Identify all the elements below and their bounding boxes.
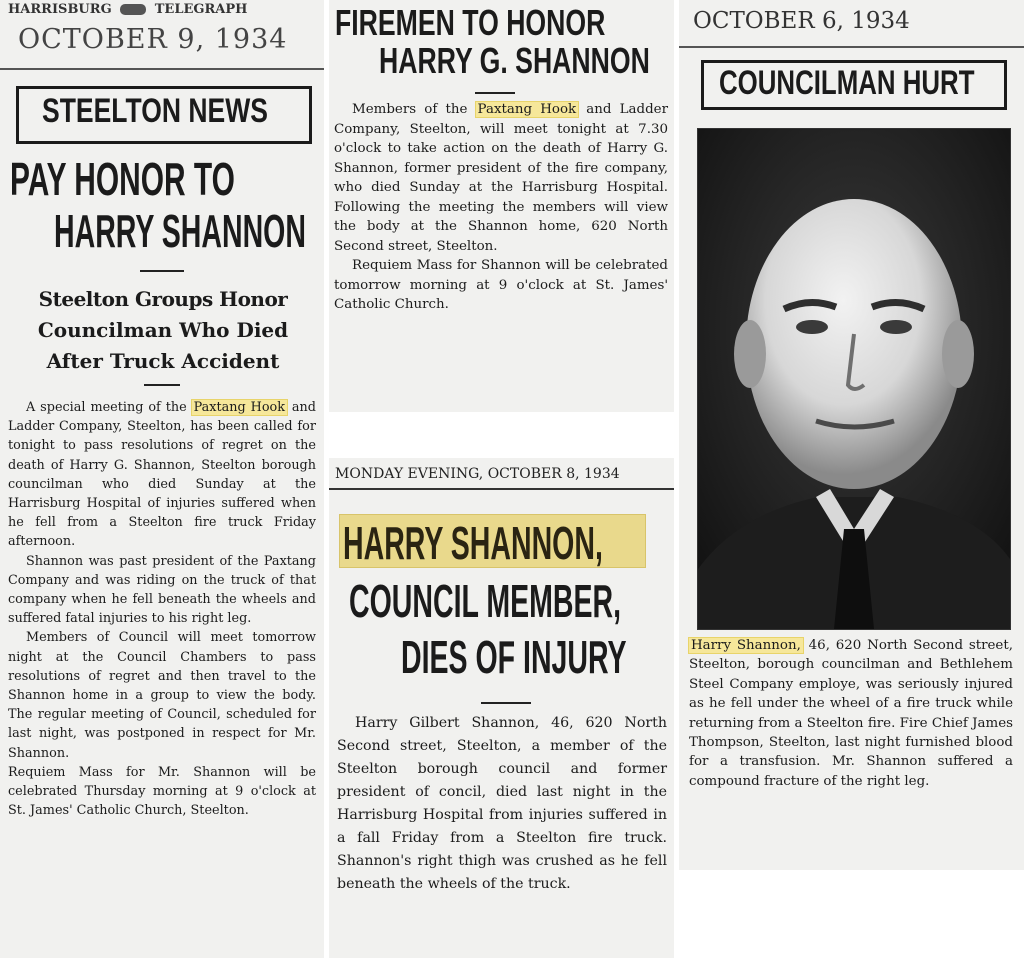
date: OCTOBER 6, 1934 [693, 8, 910, 34]
rule [475, 92, 515, 94]
headline: COUNCILMAN HURT [719, 64, 975, 102]
clipping-firemen [329, 0, 674, 412]
highlight: Paxtang Hook [193, 400, 285, 415]
paragraph: Harry Gilbert Shannon, 46, 620 North Second street, Steelton, a member of the Steelton borough council and former president of concil, died last night in the Harrisburg Hospital from injuries suffered in a fall Friday from a Steelton fire truck. Shannon's right thigh was crushed as he fell beneath the wheels of the truck. [337, 715, 667, 892]
paragraph: A special meeting of the Paxtang Hook and Ladder Company, Steelton, has been called for tonight to pass resolutions of regret on the death of Harry G. Shannon, Steelton borough councilman who died Sunday at the Harrisburg Hospital of injuries suffered when he fell from a Steelton fire truck Friday afternoon. [8, 400, 316, 550]
headline-line-2: HARRY SHANNON [54, 205, 306, 257]
divider [679, 46, 1024, 48]
paragraph: Members of the Paxtang Hook and Ladder Company, Steelton, will meet tonight at 7.30 o'clock to take action on the death of Harry G. Shannon, former president of the fire company, who died Sunday at the Harrisburg Hospital. Following the meeting the members will view the body at the Shannon home, 620 North Second street, Steelton. [334, 102, 668, 254]
headline-line-1: FIREMEN TO HONOR [335, 2, 606, 43]
headline-line-2: HARRY G. SHANNON [379, 40, 650, 81]
headline-line-2: COUNCIL MEMBER, [349, 575, 622, 627]
date: OCTOBER 9, 1934 [18, 24, 288, 55]
caption [689, 636, 1013, 791]
headline-line-3: DIES OF INJURY [401, 631, 627, 683]
divider [329, 488, 674, 490]
portrait-photo [697, 128, 1011, 630]
article-body [337, 712, 667, 896]
masthead: HARRISBURG TELEGRAPH [8, 2, 248, 17]
section-label: STEELTON NEWS [42, 92, 268, 130]
paragraph: Members of Council will meet tomorrow night at the Council Chambers to pass resolutions of regret and then travel to the Shannon home in a group to view the body. The regular meeting of Council, scheduled for last night, was postponed in respect for Mr. Shannon. [8, 630, 316, 761]
seal-icon [120, 4, 146, 15]
clipping-oct-9 [0, 0, 324, 958]
paragraph: Harry Shannon, 46, 620 North Second street, Steelton, borough councilman and Bethlehem Steel Company employe, was seriously injured as he fell under the wheel of a fire truck while returning from a Steelton fire. Fire Chief James Thompson, Steelton, last night furnished blood for a transfusion. Mr. Shannon suffered a compound fracture of the right leg. [689, 638, 1013, 789]
subhead: Steelton Groups Honor Councilman Who Died After Truck Accident [37, 287, 289, 373]
headline-line-1: HARRY SHANNON, [343, 517, 603, 569]
rule [140, 270, 184, 272]
clipping-oct-6 [679, 0, 1024, 870]
headline-line-1: PAY HONOR TO [10, 153, 235, 205]
highlight: Paxtang Hook [477, 102, 577, 117]
divider [0, 68, 324, 70]
dateline: MONDAY EVENING, OCTOBER 8, 1934 [335, 466, 620, 482]
clipping-oct-8 [329, 458, 674, 958]
highlight: Harry Shannon, [691, 638, 801, 653]
paragraph: Requiem Mass for Shannon will be celebrated tomorrow morning at 9 o'clock at St. James' Catholic Church. [334, 258, 668, 312]
portrait-image [698, 129, 1010, 629]
article-body [8, 398, 316, 820]
paragraph: Requiem Mass for Mr. Shannon will be celebrated Thursday morning at 9 o'clock at St. James' Catholic Church, Steelton. [8, 764, 316, 819]
paragraph: Shannon was past president of the Paxtang Company and was riding on the truck of that company when he fell beneath the wheels and suffered fatal injuries to his right leg. [8, 553, 316, 627]
rule [481, 702, 531, 704]
rule [144, 384, 180, 386]
article-body [334, 100, 668, 315]
